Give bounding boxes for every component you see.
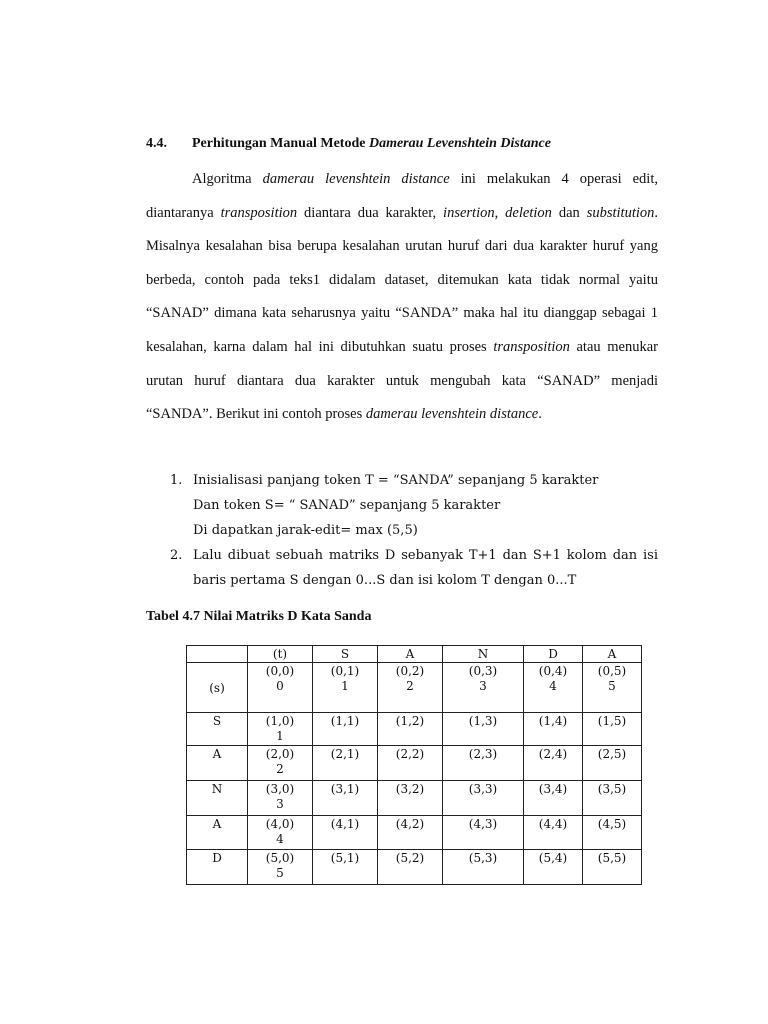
row-label: A: [187, 816, 248, 850]
header-cell: A: [583, 646, 642, 663]
section-heading: [146, 136, 551, 152]
cell-value: 1: [341, 679, 349, 693]
table-cell: (3,2): [378, 781, 443, 816]
body-paragraph: [146, 163, 658, 432]
paragraph-text: dan: [551, 204, 587, 221]
cell-value: 5: [608, 679, 616, 693]
cell-value: 3: [479, 679, 487, 693]
table-cell: [248, 713, 313, 746]
row-label: (s): [187, 663, 248, 713]
table-cell: (1,3): [443, 713, 524, 746]
cell-value: 5: [276, 866, 284, 880]
paragraph-text: .: [538, 406, 542, 423]
table-cell: (3,5): [583, 781, 642, 816]
section-number: 4.4.: [146, 136, 167, 151]
cell-coord: (2,0): [265, 747, 295, 761]
list-item: [170, 468, 658, 543]
table-cell: (5,3): [443, 850, 524, 885]
cell-value: 4: [549, 679, 557, 693]
header-cell: S: [313, 646, 378, 663]
table-cell: (2,4): [524, 746, 583, 781]
paragraph-term: transposition: [220, 204, 298, 221]
row-label: S: [187, 713, 248, 746]
paragraph-text: diantara dua karakter,: [297, 204, 444, 221]
cell-coord: (3,0): [265, 782, 295, 796]
paragraph-text: . Misalnya kesalahan bisa berupa kesalahan urutan huruf dari dua karakter huruf yang berbeda, contoh pada teks1 didalam dataset, ditemukan kata tidak normal yaitu “SANAD” dimana kata seharusnya yaitu “SANDA” maka hal itu dianggap sebagai 1 kesalahan, karna dalam hal ini dibutuhkan suatu proses: [146, 204, 659, 355]
paragraph-text: ini melakukan 4 operasi edit, diantaranya: [146, 171, 658, 221]
table-row: [187, 816, 642, 850]
paragraph-term: transposition: [493, 338, 570, 355]
step-text: Lalu dibuat sebuah matriks D sebanyak T+1 dan S+1 kolom dan isi baris pertama S dengan 0...S dan isi kolom T dengan 0...T: [193, 548, 658, 588]
cell-value: 3: [276, 797, 284, 811]
table-cell: [443, 663, 524, 713]
row-label: A: [187, 746, 248, 781]
header-cell: D: [524, 646, 583, 663]
header-cell: (t): [248, 646, 313, 663]
paragraph-term: damerau levenshtein distance: [262, 171, 450, 187]
paragraph-term: damerau levenshtein distance: [365, 406, 539, 423]
table-cell: (3,4): [524, 781, 583, 816]
table-cell: (3,3): [443, 781, 524, 816]
cell-coord: (0,1): [330, 664, 360, 678]
table-row: [187, 850, 642, 885]
paragraph-term: insertion: [443, 204, 495, 221]
table-cell: [378, 663, 443, 713]
table-cell: (5,1): [313, 850, 378, 885]
table-cell: [248, 816, 313, 850]
table-cell: (4,4): [524, 816, 583, 850]
cell-coord: (0,3): [468, 664, 498, 678]
cell-coord: (0,5): [597, 664, 627, 678]
list-item: [170, 543, 658, 593]
cell-coord: (4,0): [265, 817, 295, 831]
paragraph-term: deletion: [505, 204, 552, 221]
cell-value: 0: [276, 679, 284, 693]
table-caption: Tabel 4.7 Nilai Matriks D Kata Sanda: [146, 609, 372, 624]
cell-coord: (5,0): [265, 851, 295, 865]
table-cell: (2,1): [313, 746, 378, 781]
table-cell: [248, 850, 313, 885]
cell-value: 4: [276, 832, 284, 846]
cell-value: 2: [406, 679, 414, 693]
step-line: Di dapatkan jarak-edit= max (5,5): [193, 523, 418, 538]
list-marker: 2.: [170, 548, 183, 563]
row-label: N: [187, 781, 248, 816]
paragraph-term: substitution: [586, 204, 655, 221]
matrix-table: [186, 645, 642, 885]
section-title: Perhitungan Manual Metode: [192, 136, 369, 151]
paragraph-text: Algoritma: [192, 171, 263, 187]
table-cell: [583, 663, 642, 713]
table-cell: (4,2): [378, 816, 443, 850]
table-row: [187, 781, 642, 816]
cell-coord: (0,0): [265, 664, 295, 678]
cell-coord: (0,2): [395, 664, 425, 678]
paragraph-text: ,: [494, 204, 506, 221]
table-cell: (5,2): [378, 850, 443, 885]
table-cell: (4,5): [583, 816, 642, 850]
table-row: [187, 746, 642, 781]
table-cell: [248, 781, 313, 816]
steps-list: [170, 468, 658, 593]
row-label: D: [187, 850, 248, 885]
table-cell: (5,5): [583, 850, 642, 885]
table-cell: (4,3): [443, 816, 524, 850]
cell-coord: (1,0): [265, 714, 295, 728]
table-row: [187, 713, 642, 746]
table-cell: (2,5): [583, 746, 642, 781]
table-cell: (1,1): [313, 713, 378, 746]
table-cell: (2,2): [378, 746, 443, 781]
cell-value: 2: [276, 762, 284, 776]
list-marker: 1.: [170, 473, 183, 488]
table-cell: (4,1): [313, 816, 378, 850]
step-line: Inisialisasi panjang token T = “SANDA” sepanjang 5 karakter: [193, 473, 599, 488]
table-header-row: [187, 646, 642, 663]
table-cell: (2,3): [443, 746, 524, 781]
header-cell: [187, 646, 248, 663]
paragraph-text: atau menukar urutan huruf diantara dua karakter untuk mengubah kata “SANAD” menjadi “SANDA”. Berikut ini contoh proses: [146, 338, 658, 423]
table-cell: (5,4): [524, 850, 583, 885]
header-cell: N: [443, 646, 524, 663]
table-cell: [248, 746, 313, 781]
table-cell: [248, 663, 313, 713]
cell-value: 1: [276, 729, 284, 743]
table-cell: (1,4): [524, 713, 583, 746]
cell-coord: (0,4): [538, 664, 568, 678]
table-cell: [524, 663, 583, 713]
table-cell: [313, 663, 378, 713]
table-cell: (1,2): [378, 713, 443, 746]
header-cell: A: [378, 646, 443, 663]
section-title-italic: Damerau Levenshtein Distance: [368, 136, 551, 151]
table-cell: (3,1): [313, 781, 378, 816]
table-row: [187, 663, 642, 713]
table-cell: (1,5): [583, 713, 642, 746]
step-line: Dan token S= “ SANAD” sepanjang 5 karakter: [193, 498, 501, 513]
